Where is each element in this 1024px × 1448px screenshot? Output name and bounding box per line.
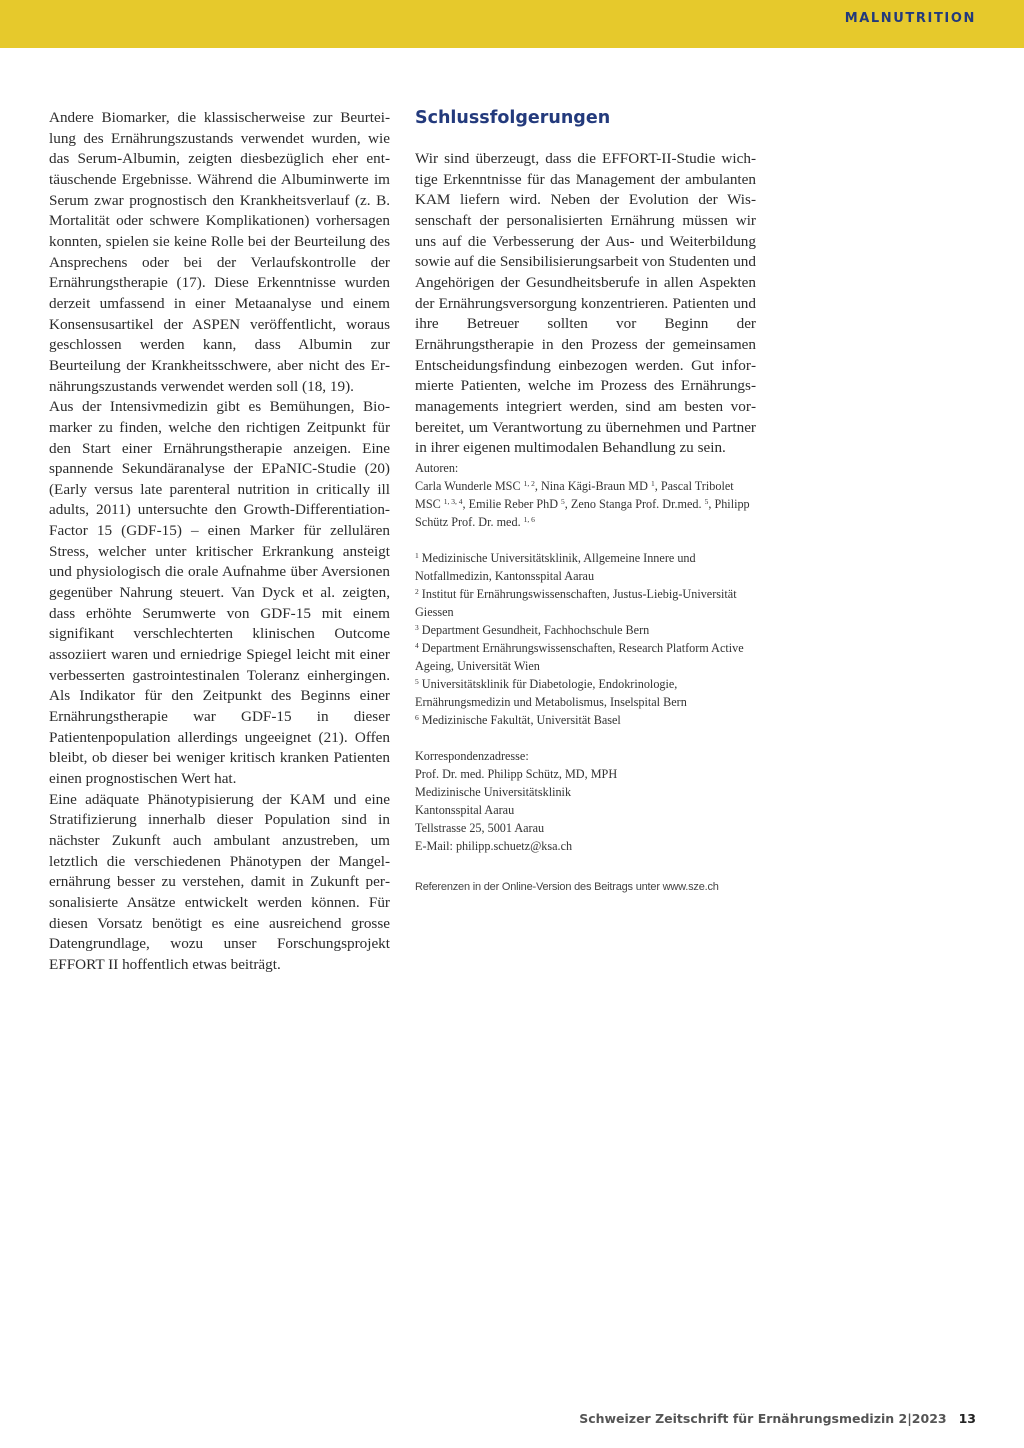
affiliation-item xyxy=(415,621,756,639)
correspondence-block xyxy=(415,747,756,855)
section-label: MALNUTRITION xyxy=(844,11,976,26)
author-name: Zeno Stanga Prof. Dr.med. $^5$ xyxy=(570,496,709,511)
affiliation-item xyxy=(415,585,756,621)
affiliation-text: Universitätsklinik für Diabetologie, Endokrinologie, Ernährungsmedizin und Metabolismus, Inselspital Bern xyxy=(415,676,687,709)
references-note: Referenzen in der Online-Version des Beitrags unter www.sze.ch xyxy=(415,880,719,893)
affiliations-block xyxy=(415,549,756,729)
body-paragraph: Aus der Intensivmedizin gibt es Bemühungen, Biomarker zu finden, welche den richtigen Zeitpunkt für den Start einer Ernährungstherapie anzeigen. Eine spannende Sekundäranalyse der EPaNIC-Studie (20) (Early versus late parenteral nutrition in critically ill adults, 2011) untersuchte den Growth-Differentiation-Factor 15 (GDF-15) – einen Marker für zellulären Stress, welcher unter kritischer Erkrankung ansteigt und physiologisch die orale Aufnahme über Aversionen gegenüber Nahrung steuert. Van Dyck et al. zeigten, dass erhöhte Serumwerte von GDF-15 mit einem signifikant verschlechterten klinischen Outcome assoziiert waren und erniedrige Spiegel leicht mit einer verbesserten gastrointestinalen Toleranz einhergingen. Als Indikator für den Zeitpunkt des Beginns einer Ernährungstherapie war GDF-15 in dieser Patientenpopulation allerdings ungeeignet (21). Offen bleibt, ob dieser bei weniger kritisch kranken Patienten einen prognostischen Wert hat. xyxy=(49,398,390,787)
affiliation-item xyxy=(415,549,756,585)
authors-list: Carla Wunderle MSC $^{1, 2}$, Nina Kägi-Braun MD $^1$, Pascal Tribolet MSC $^{1, 3, 4}$, Emilie Reber PhD $^5$, Zeno Stanga Prof. Dr.med. $^5$, Philipp Schütz Prof. Dr. med. $^{1, 6}$ xyxy=(415,478,750,529)
page-footer xyxy=(579,1411,976,1426)
affiliation-ref: 1, 2 xyxy=(523,478,535,488)
correspondence-line: Tellstrasse 25, 5001 Aarau xyxy=(415,820,545,835)
correspondence-label: Korrespondenzadresse: xyxy=(415,748,529,763)
affiliation-item xyxy=(415,675,756,711)
affiliation-number: 3 xyxy=(415,622,419,632)
author-name: Emilie Reber PhD $^5$ xyxy=(468,496,565,511)
affiliation-text: Department Gesundheit, Fachhochschule Bern xyxy=(418,622,650,637)
authors-label: Autoren: xyxy=(415,460,459,475)
author-name: Nina Kägi-Braun MD $^1$ xyxy=(540,478,655,493)
body-paragraph: Andere Biomarker, die klassischerweise zur Beurteilung des Ernährungszustands verwendet wurden, wie das Serum-Albumin, zeigten diesbezüglich eher enttäuschende Ergebnisse. Während die Albuminwerte im Serum zwar prognostisch den Krankheitsverlauf (z. B. Mortalität oder schwere Komplikationen) vorhersagen konnten, spielen sie keine Rolle bei der Beurteilung des Ansprechens oder bei der Verlaufskontrolle der Ernährungstherapie (17). Diese Erkenntnisse wurden derzeit umfassend in einer Metaanalyse und einem Konsensusartikel der ASPEN veröffentlicht, woraus geschlossen werden kann, dass Albumin zur Beurteilung der Krankheitsschwere, aber nicht des Ernährungszustands verwendet werden soll (18, 19). xyxy=(49,109,390,395)
right-column xyxy=(415,108,756,898)
affiliation-item xyxy=(415,639,756,675)
affiliation-number: 6 xyxy=(415,712,419,722)
affiliation-ref: 1, 3, 4 xyxy=(443,496,463,506)
affiliation-ref: 5 xyxy=(561,496,565,506)
left-column xyxy=(49,108,390,976)
affiliation-text: Medizinische Universitätsklinik, Allgemeine Innere und Notfallmedizin, Kantonsspital Aarau xyxy=(415,550,696,583)
affiliation-text: Department Ernährungswissenschaften, Research Platform Active Ageing, Universität Wien xyxy=(415,640,744,673)
affiliation-number: 4 xyxy=(415,640,419,650)
correspondence-line: Medizinische Universitätsklinik xyxy=(415,784,572,799)
affiliation-number: 2 xyxy=(415,586,419,596)
affiliation-ref: 5 xyxy=(704,496,709,506)
correspondence-line: Kantonsspital Aarau xyxy=(415,802,515,817)
authors-block xyxy=(415,459,756,531)
header-bar xyxy=(0,0,1024,48)
affiliation-ref: 1 xyxy=(650,478,655,488)
journal-title: Schweizer Zeitschrift für Ernährungsmedizin 2|2023 xyxy=(579,1411,947,1426)
affiliation-number: 5 xyxy=(415,676,419,686)
affiliation-text: Institut für Ernährungswissenschaften, Justus-Liebig-Universität Giessen xyxy=(415,586,737,619)
section-heading: Schlussfolgerungen xyxy=(415,108,611,128)
page-number: 13 xyxy=(958,1411,976,1426)
correspondence-line: Prof. Dr. med. Philipp Schütz, MD, MPH xyxy=(415,766,618,781)
affiliation-ref: 1, 6 xyxy=(523,514,535,524)
author-name: Philipp Schütz Prof. Dr. med. $^{1, 6}$ xyxy=(415,496,750,529)
email-link[interactable]: E-Mail: philipp.schuetz@ksa.ch xyxy=(415,838,573,853)
affiliation-text: Medizinische Fakultät, Universität Basel xyxy=(418,712,621,727)
conclusion-paragraph: Wir sind überzeugt, dass die EFFORT-II-Studie wichtige Erkenntnisse für das Management der ambulanten KAM liefern wird. Neben der Evolution der Wissenschaft der personalisierten Ernährung müssen wir uns auf die Verbesserung der Aus- und Weiterbildung sowie auf die Sensibilisierungsarbeit von Studenten und Angehörigen der Gesundheitsberufe in allen Aspekten der Ernährungsversorgung konzentrieren. Patienten und ihre Betreuer sollten vor Beginn der Ernährungstherapie in den Prozess der gemeinsamen Entscheidungsfindung einbezogen werden. Gut informierte Patienten, welche im Prozess des Ernährungsmanagements integriert werden, sind am besten vorbereitet, um Verantwortung zu übernehmen und Partner in ihrer eigenen multimodalen Behandlung zu sein. xyxy=(415,150,756,457)
affiliation-item xyxy=(415,711,756,729)
affiliation-number: 1 xyxy=(415,550,419,560)
author-name: Carla Wunderle MSC $^{1, 2}$ xyxy=(415,478,535,493)
author-name: Pascal Tribolet MSC $^{1, 3, 4}$ xyxy=(415,478,734,511)
body-paragraph: Eine adäquate Phänotypisierung der KAM und eine Stratifizierung innerhalb dieser Population sind in nächster Zukunft auch ambulant anzustreben, um letztlich die verschiedenen Phänotypen der Mangelernährung besser zu verstehen, damit in Zukunft personalisierte Ansätze entwickelt werden können. Für diesen Vorsatz benötigt es eine ausreichend grosse Datengrundlage, wozu unser Forschungsprojekt EFFORT II hoffentlich etwas beiträgt. xyxy=(49,790,390,973)
